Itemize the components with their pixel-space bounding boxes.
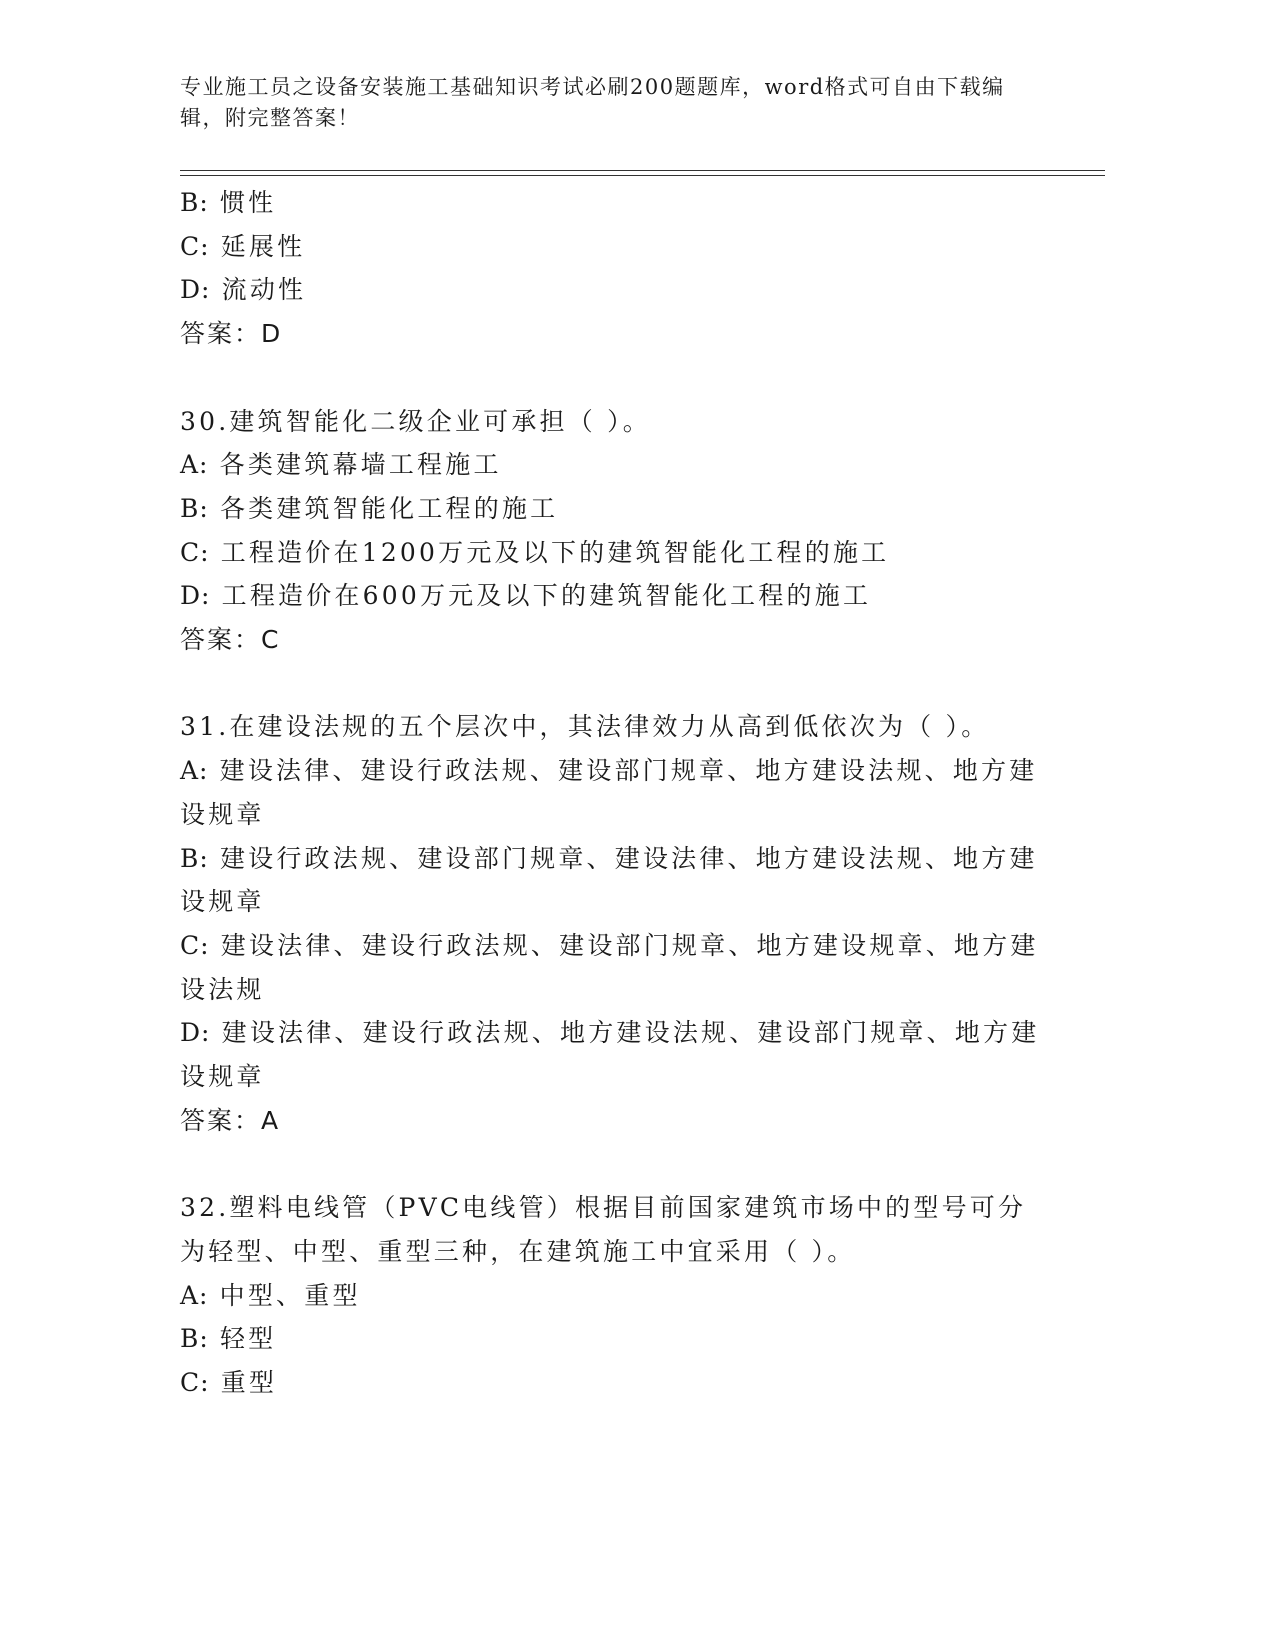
question-31 [180,705,1040,1142]
option-d: D: 流动性 [180,275,307,305]
option-c: C: 建设法律、建设行政法规、建设部门规章、地方建设规章、地方建设法规 [180,930,1039,1004]
question-stem: 32.塑料电线管（PVC电线管）根据目前国家建筑市场中的型号可分为轻型、中型、重型三种，在建筑施工中宜采用（ ）。 [180,1193,1027,1266]
option-c: C: 工程造价在1200万元及以下的建筑智能化工程的施工 [180,537,890,567]
option-a: A: 建设法律、建设行政法规、建设部门规章、地方建设法规、地方建设规章 [180,756,1038,829]
answer-line: 答案：A [180,1105,281,1135]
spacer [180,662,1040,706]
question-stem: 30.建筑智能化二级企业可承担（ ）。 [180,406,652,436]
question-30 [180,400,1040,662]
header-divider-bottom [180,175,1105,176]
option-a: A: 中型、重型 [180,1280,361,1310]
option-b: B: 各类建筑智能化工程的施工 [180,493,559,523]
question-stem: 31.在建设法规的五个层次中，其法律效力从高到低依次为（ ）。 [180,712,990,742]
option-b: B: 惯性 [180,188,277,217]
option-b: B: 建设行政法规、建设部门规章、建设法律、地方建设法规、地方建设规章 [180,843,1038,917]
question-32 [180,1186,1040,1405]
option-c: C: 延展性 [180,231,306,261]
previous-question-tail [180,181,1040,356]
option-c: C: 重型 [180,1367,278,1397]
option-d: D: 工程造价在600万元及以下的建筑智能化工程的施工 [180,581,872,611]
header-divider-top [180,170,1105,171]
spacer [180,1142,1040,1186]
document-header: 专业施工员之设备安装施工基础知识考试必刷200题题库，word格式可自由下载编辑，附完整答案！ [180,75,1005,130]
option-a: A: 各类建筑幕墙工程施工 [180,450,502,480]
question-list [180,181,1040,1405]
answer-line: 答案：D [180,319,283,349]
spacer [180,356,1040,400]
option-b: B: 轻型 [180,1324,277,1354]
answer-line: 答案：C [180,625,281,655]
option-d: D: 建设法律、建设行政法规、地方建设法规、建设部门规章、地方建设规章 [180,1018,1040,1092]
